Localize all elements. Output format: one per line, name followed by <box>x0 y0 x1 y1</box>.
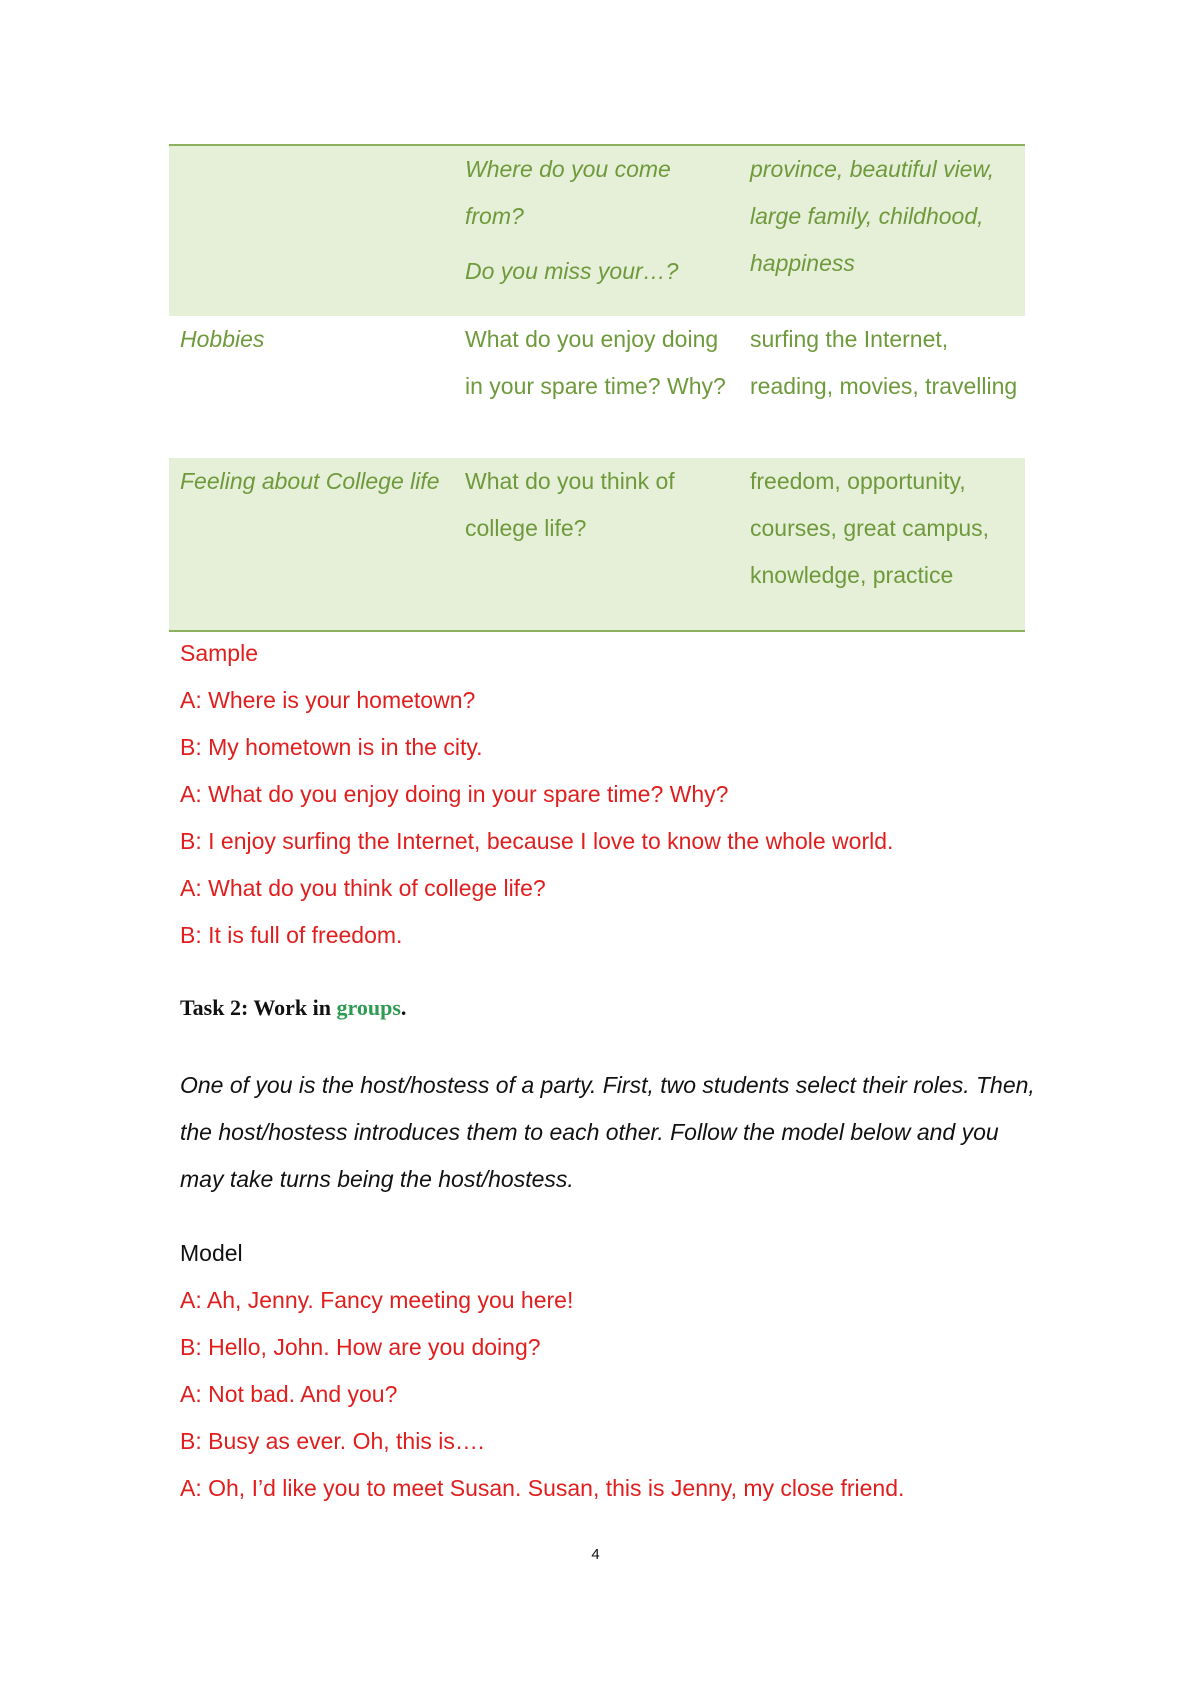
table-cell-questions: What do you think of college life? <box>465 468 675 541</box>
table-row <box>169 146 1025 316</box>
table-cell-topic: Feeling about College life <box>180 468 440 494</box>
dialogue-line: A: Ah, Jenny. Fancy meeting you here! <box>180 1287 574 1313</box>
table-row <box>169 458 1025 630</box>
table-row <box>169 316 1025 458</box>
dialogue-line: B: I enjoy surfing the Internet, because I love to know the whole world. <box>180 828 894 854</box>
dialogue-line: A: Oh, I’d like you to meet Susan. Susan, this is Jenny, my close friend. <box>180 1475 905 1501</box>
task-heading-highlight: groups <box>336 995 401 1020</box>
question-text: Where do you come from? <box>465 156 671 229</box>
table-cell-questions <box>454 146 739 316</box>
dialogue-line: A: What do you enjoy doing in your spare time? Why? <box>180 781 729 807</box>
dialogue-line: A: Not bad. And you? <box>180 1381 398 1407</box>
page-number: 4 <box>591 1546 600 1563</box>
model-heading: Model <box>180 1240 243 1266</box>
dialogue-line: B: My hometown is in the city. <box>180 734 483 760</box>
dialogue-line: B: Hello, John. How are you doing? <box>180 1334 541 1360</box>
task-instructions: One of you is the host/hostess of a party. First, two students select their roles. Then, the host/hostess introduces them to each other. Follow the model below and you may take turns being the host/hostess. <box>180 1072 1035 1192</box>
dialogue-line: B: It is full of freedom. <box>180 922 403 948</box>
model-dialogue <box>180 1230 904 1512</box>
dialogue-line: B: Busy as ever. Oh, this is…. <box>180 1428 485 1454</box>
topic-table <box>169 144 1025 632</box>
task-heading-suffix: . <box>400 995 407 1020</box>
table-cell-questions: What do you enjoy doing in your spare time? Why? <box>465 326 726 399</box>
task-heading <box>180 995 406 1021</box>
table-cell-keywords: surfing the Internet, reading, movies, travelling <box>750 326 1018 399</box>
table-cell-topic <box>169 146 454 316</box>
sample-heading: Sample <box>180 640 258 666</box>
question-text: Do you miss your…? <box>465 258 679 284</box>
table-cell-keywords: freedom, opportunity, courses, great campus, knowledge, practice <box>750 468 990 588</box>
dialogue-line: A: Where is your hometown? <box>180 687 476 713</box>
table-cell-topic: Hobbies <box>180 326 265 352</box>
table-cell-keywords: province, beautiful view, large family, childhood, happiness <box>750 156 995 276</box>
task-heading-prefix: Task 2: Work in <box>180 995 337 1020</box>
sample-dialogue <box>180 630 893 959</box>
dialogue-line: A: What do you think of college life? <box>180 875 546 901</box>
